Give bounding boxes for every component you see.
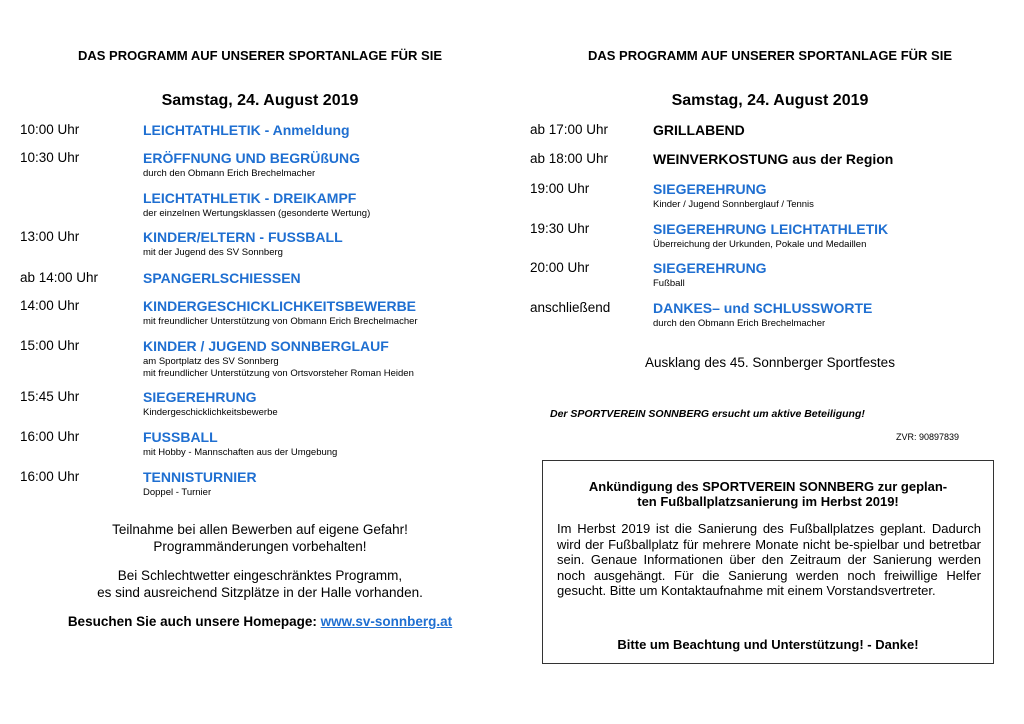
homepage-label: Besuchen Sie auch unsere Homepage: — [67, 614, 321, 629]
event-time: ab 18:00 Uhr — [530, 151, 609, 166]
event-time: ab 14:00 Uhr — [20, 270, 99, 285]
event-time: 16:00 Uhr — [20, 469, 80, 484]
announcement-title-line: Ankündigung des SPORTVEREIN SONNBERG zur geplan- — [588, 479, 948, 494]
event-subtitle: durch den Obmann Erich Brechelmacher — [653, 318, 826, 329]
event-subtitle: Fußball — [653, 278, 685, 289]
event-subtitle: am Sportplatz des SV Sonnberg — [143, 356, 279, 367]
event-time: 13:00 Uhr — [20, 229, 80, 244]
event-time: 14:00 Uhr — [20, 298, 80, 313]
event-title: ERÖFFNUNG UND BEGRÜßUNG — [143, 150, 360, 166]
event-time: 20:00 Uhr — [530, 260, 590, 275]
notice-line: Bei Schlechtwetter eingeschränktes Programm, — [117, 568, 403, 583]
event-title: KINDERGESCHICKLICHKEITSBEWERBE — [143, 298, 417, 314]
event-title: SIEGEREHRUNG — [143, 389, 257, 405]
event-time: anschließend — [530, 300, 611, 315]
event-title: KINDER / JUGEND SONNBERGLAUF — [143, 338, 389, 354]
closing-text: Ausklang des 45. Sonnberger Sportfestes — [645, 355, 895, 370]
event-subtitle: Kinder / Jugend Sonnberglauf / Tennis — [653, 199, 814, 210]
event-time: 10:00 Uhr — [20, 122, 80, 137]
event-title: SIEGEREHRUNG LEICHTATHLETIK — [653, 221, 889, 237]
event-time: 19:30 Uhr — [530, 221, 590, 236]
event-time: 15:00 Uhr — [20, 338, 80, 353]
homepage-line — [20, 613, 500, 630]
announcement-title-line: ten Fußballplatzsanierung im Herbst 2019! — [637, 494, 899, 509]
right-date: Samstag, 24. August 2019 — [671, 92, 869, 109]
event-subtitle: Doppel - Turnier — [143, 487, 212, 498]
zvr-number: ZVR: 90897839 — [896, 432, 960, 442]
notice-line: Programmänderungen vorbehalten! — [153, 539, 367, 554]
event-title: DANKES– und SCHLUSSWORTE — [653, 300, 873, 316]
event-title: KINDER/ELTERN - FUSSBALL — [143, 229, 343, 245]
event-subtitle: Kindergeschicklichkeitsbewerbe — [143, 407, 278, 418]
event-subtitle: durch den Obmann Erich Brechelmacher — [143, 168, 316, 179]
notice-line: es sind ausreichend Sitzplätze in der Halle vorhanden. — [97, 585, 423, 600]
announcement-title — [543, 479, 993, 509]
event-subtitle: Überreichung der Urkunden, Pokale und Medaillen — [653, 239, 867, 250]
event-title: FUSSBALL — [143, 429, 218, 445]
announcement-text: Im Herbst 2019 ist die Sanierung des Fußballplatzes geplant. Dadurch wird der Fußballplatz für mehrere Monate nicht be-spielbar und betretbar sein. Genaue Informationen über den Zeitraum der Sanierung werden noch ausgehängt. Für die Sanierung werden noch freiwillige Helfer gesucht. Bitte um Kontaktaufnahme mit einem Vorstandsvertreter. — [557, 521, 981, 598]
event-title: WEINVERKOSTUNG aus der Region — [653, 151, 894, 167]
left-date: Samstag, 24. August 2019 — [161, 92, 359, 109]
event-subtitle: mit freundlicher Unterstützung von Ortsvorsteher Roman Heiden — [143, 368, 414, 379]
event-subtitle: der einzelnen Wertungsklassen (gesonderte Wertung) — [143, 208, 371, 219]
event-subtitle: mit freundlicher Unterstützung von Obmann Erich Brechelmacher — [143, 316, 418, 327]
event-title: TENNISTURNIER — [143, 469, 257, 485]
event-time: 15:45 Uhr — [20, 389, 80, 404]
announcement-box — [542, 460, 994, 664]
event-subtitle: mit Hobby - Mannschaften aus der Umgebung — [143, 447, 338, 458]
event-title: LEICHTATHLETIK - Anmeldung — [143, 122, 350, 138]
event-time: 19:00 Uhr — [530, 181, 590, 196]
event-time: ab 17:00 Uhr — [530, 122, 609, 137]
event-title: SIEGEREHRUNG — [653, 181, 767, 197]
notice-line: Teilnahme bei allen Bewerben auf eigene Gefahr! — [112, 522, 408, 537]
event-time: 16:00 Uhr — [20, 429, 80, 444]
appeal-text: Der SPORTVEREIN SONNBERG ersucht um aktive Beteiligung! — [550, 408, 865, 420]
right-header: DAS PROGRAMM AUF UNSERER SPORTANLAGE FÜR SIE — [587, 48, 952, 63]
event-title: SPANGERLSCHIESSEN — [143, 270, 301, 286]
event-subtitle: mit der Jugend des SV Sonnberg — [143, 247, 283, 258]
homepage-link[interactable]: www.sv-sonnberg.at — [320, 614, 453, 629]
event-title: LEICHTATHLETIK - DREIKAMPF — [143, 190, 357, 206]
announcement-footer: Bitte um Beachtung und Unterstützung! - Danke! — [617, 637, 919, 652]
event-title: SIEGEREHRUNG — [653, 260, 767, 276]
event-title: GRILLABEND — [653, 122, 745, 138]
event-time: 10:30 Uhr — [20, 150, 80, 165]
left-header: DAS PROGRAMM AUF UNSERER SPORTANLAGE FÜR SIE — [77, 48, 442, 63]
